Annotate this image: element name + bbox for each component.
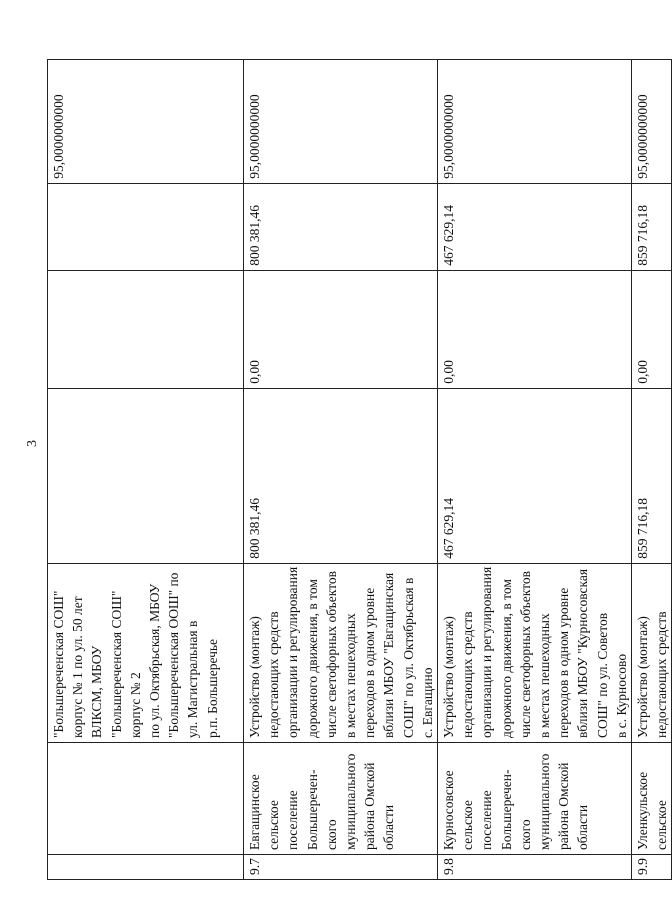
page-number: 3 [25, 440, 40, 447]
settlement-cell [244, 743, 438, 855]
cell-text-line: "Большереченская ООШ" по [166, 572, 182, 738]
cell-text-line: организации и регулирования [479, 566, 495, 738]
cell-text-line: недостающих средств [654, 611, 670, 738]
amount-cell: 0,00 [244, 270, 438, 388]
cell-text-line: ского [517, 819, 533, 850]
cell-text-line: в местах пешеходных [343, 613, 359, 738]
cell-text-line: корпус № 2 [127, 672, 143, 738]
amount-cell: 0,00 [632, 270, 672, 388]
cell-text-line: вблизи МБОУ "Курносовская [575, 568, 591, 738]
cell-text-line: поселение [479, 790, 495, 850]
table-row [48, 59, 244, 879]
cell-text-line: Устройство (монтаж) [247, 616, 262, 738]
amount-cell: 467 629,14 [438, 183, 632, 270]
cell-text-line: недостающих средств [266, 611, 282, 738]
cell-text-line: муниципального [537, 753, 553, 850]
total-cell: 467 629,14 [438, 388, 632, 563]
cell-text-line: района Омской [362, 762, 378, 850]
cell-text-line: по ул. Октябрьская, МБОУ [147, 583, 163, 738]
cell-text-line: Устройство (монтаж) [635, 616, 651, 738]
percent-cell: 95,0000000000 [48, 59, 244, 183]
amount-cell: 800 381,46 [244, 183, 438, 270]
cell-text-line: области [381, 804, 397, 850]
description-cell [632, 563, 672, 742]
cell-text-line: организации и регулирования [285, 566, 301, 738]
cell-text-line: Курносовское [441, 770, 457, 850]
total-cell: 859 716,18 [632, 388, 672, 563]
subsidy-table [47, 59, 672, 880]
cell-text-line: дорожного движения, в том [498, 579, 514, 738]
cell-text-line: СОШ" по ул. Октябрьская в [400, 577, 416, 738]
description-cell [438, 563, 632, 742]
cell-text-line: Большеречен- [304, 769, 320, 850]
settlement-cell [632, 743, 672, 855]
cell-text-line: вблизи МБОУ "Евгащинская [381, 572, 397, 738]
table-row [244, 59, 438, 879]
cell-text-line: с. Евгащино [419, 667, 435, 738]
description-cell [244, 563, 438, 742]
amount-cell: 859 716,18 [632, 183, 672, 270]
percent-cell: 95,0000000000 [244, 59, 438, 183]
total-cell: 800 381,46 [244, 388, 438, 563]
cell-text-line: переходов в одном уровне [362, 587, 378, 738]
cell-text-line: дорожного движения, в том [304, 579, 320, 738]
cell-text-line: ского [323, 819, 339, 850]
cell-text-line: Устройство (монтаж) [441, 616, 457, 738]
cell-text-line: сельское [266, 800, 282, 850]
cell-text-line: Большеречен- [498, 769, 514, 850]
table-row [632, 59, 672, 879]
cell-text-line: области [575, 804, 591, 850]
amount-cell [48, 270, 244, 388]
total-cell [48, 388, 244, 563]
cell-text-line: района Омской [556, 762, 572, 850]
cell-text-line: сельское [654, 800, 670, 850]
cell-text-line: ул. Магистральная в [185, 620, 201, 738]
cell-text-line: корпус № 1 по ул. 50 лет [70, 596, 86, 738]
description-cell [48, 563, 244, 742]
cell-text-line: СОШ" по ул. Советов [594, 612, 610, 738]
cell-text-line: поселение [285, 790, 301, 850]
settlement-cell [438, 743, 632, 855]
cell-text-line: числе светофорных объектов [517, 570, 533, 738]
cell-text-line: в местах пешеходных [537, 613, 553, 738]
cell-text-line: муниципального [343, 753, 359, 850]
percent-cell: 95,0000000000 [438, 59, 632, 183]
cell-text-line: ВЛКСМ, МБОУ [89, 645, 105, 738]
cell-text-line: переходов в одном уровне [556, 587, 572, 738]
cell-text-line: сельское [460, 800, 476, 850]
cell-text-line: числе светофорных объектов [323, 570, 339, 738]
row-number: 9.8 [438, 855, 632, 880]
cell-text-line: р.п. Большеречье [204, 638, 220, 738]
amount-cell: 0,00 [438, 270, 632, 388]
row-number: 9.7 [244, 855, 438, 880]
amount-cell [48, 183, 244, 270]
cell-text-line: недостающих средств [460, 611, 476, 738]
cell-text-line: Евгащинское [247, 774, 262, 850]
cell-text-line: в с. Курносово [613, 653, 629, 738]
percent-cell: 95,0000000000 [632, 59, 672, 183]
row-number: 9.9 [632, 855, 672, 880]
table-row [438, 59, 632, 879]
cell-text-line: "Большереченская СОШ" [108, 590, 124, 738]
settlement-cell [48, 743, 244, 855]
row-number [48, 855, 244, 880]
cell-text-line: Уленкульское [635, 771, 651, 850]
cell-text-line: "Большереченская СОШ" [51, 590, 66, 738]
